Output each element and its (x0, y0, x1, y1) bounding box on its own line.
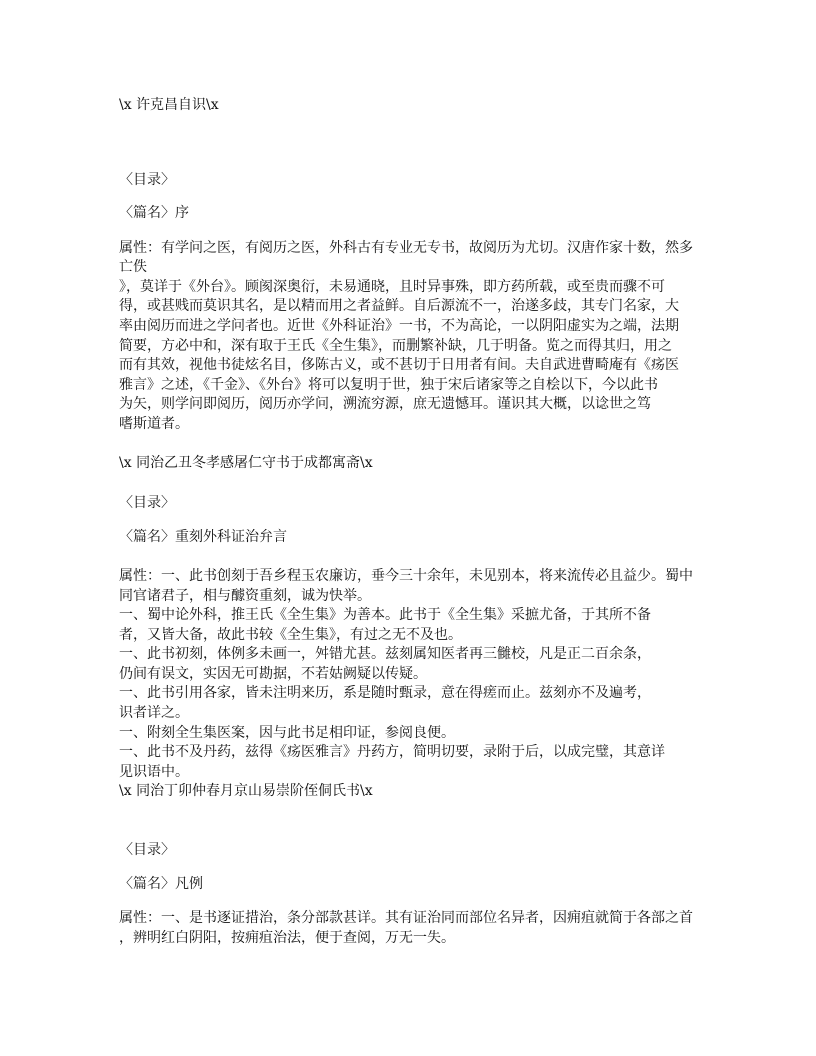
body-line: 属性：一、是书逐证措治，条分部款甚详。其有证治同而部位名异者，因痈疽就简于各部之首 (119, 910, 693, 926)
body-line: 而有其效，视他书徒炫名目，侈陈古义，或不甚切于日用者有间。夫自武进曹畸庵有《疡医 (119, 357, 679, 373)
header-signature: \x 许克昌自识\x (119, 97, 219, 113)
body-line: 雅言》之述，《千金》、《外台》将可以复明于世，独于宋后诸家等之自桧以下，今以此书 (119, 377, 658, 393)
body-line: 一、蜀中论外科，推王氏《全生集》为善本。此书于《全生集》采摭尤备，于其所不备 (119, 607, 651, 623)
body-line: 识者详之。 (119, 705, 189, 721)
body-line: 一、此书不及丹药，兹得《疡医雅言》丹药方，简明切要，录附于后，以成完璧，其意详 (119, 744, 665, 760)
body-line: ，辨明红白阴阳，按痈疽治法，便于查阅，万无一失。 (119, 930, 455, 946)
body-line: 率由阅历而进之学问者也。近世《外科证治》一书，不为高论，一以阴阳虚实为之端，法期 (119, 318, 679, 334)
body-line: 亡佚 (119, 259, 147, 275)
toc-label: 〈目录〉 (119, 495, 175, 511)
body-line: 一、此书引用各家，皆未注明来历，系是随时甄录，意在得瘥而止。兹刻亦不及遍考， (119, 685, 651, 701)
body-line: 为矢，则学问即阅历，阅历亦学问，溯流穷源，庶无遗憾耳。谨识其大概，以谂世之笃 (119, 396, 651, 412)
body-line: 见识语中。 (119, 764, 189, 780)
body-line: 一、此书初刻，体例多未画一，舛错尤甚。兹刻属知医者再三雠校，凡是正二百余条， (119, 646, 651, 662)
toc-label: 〈目录〉 (119, 172, 175, 188)
section-title: 〈篇名〉序 (119, 205, 189, 221)
section-signature: \x 同治丁卯仲春月京山易崇阶侄侗氏书\x (119, 783, 373, 799)
body-line: 简要，方必中和，深有取于王氏《全生集》，而删繁补缺，几于明备。览之而得其归，用之 (119, 338, 672, 354)
section-signature: \x 同治乙丑冬孝感屠仁守书于成都寓斋\x (119, 455, 373, 471)
section-title: 〈篇名〉重刻外科证治弁言 (119, 529, 287, 545)
body-line: 属性：一、此书创刻于吾乡程玉农廉访，垂今三十余年，未见别本，将来流传必且益少。蜀中 (119, 568, 693, 584)
body-line: 仍间有误文，实因无可勘据，不若姑阙疑以传疑。 (119, 666, 427, 682)
toc-label: 〈目录〉 (119, 842, 175, 858)
body-line: 者，又皆大备，故此书较《全生集》，有过之无不及也。 (119, 627, 462, 643)
section-title: 〈篇名〉凡例 (119, 876, 203, 892)
body-line: 一、附刻全生集医案，因与此书足相印证，参阅良便。 (119, 725, 455, 741)
body-line: 属性：有学问之医，有阅历之医，外科古有专业无专书，故阅历为尤切。汉唐作家十数，然多 (119, 240, 693, 256)
body-line: 》，莫详于《外台》。顾阂深奥衍，未易通晓，且时异事殊，即方药所载，或至贵而骤不可 (119, 279, 665, 295)
body-line: 得，或甚贱而莫识其名，是以精而用之者益鲜。自后源流不一，治遂多歧，其专门名家，大 (119, 298, 679, 314)
body-line: 嗜斯道者。 (119, 416, 189, 432)
body-line: 同官诸君子，相与醵资重刻，诚为快举。 (119, 588, 371, 604)
